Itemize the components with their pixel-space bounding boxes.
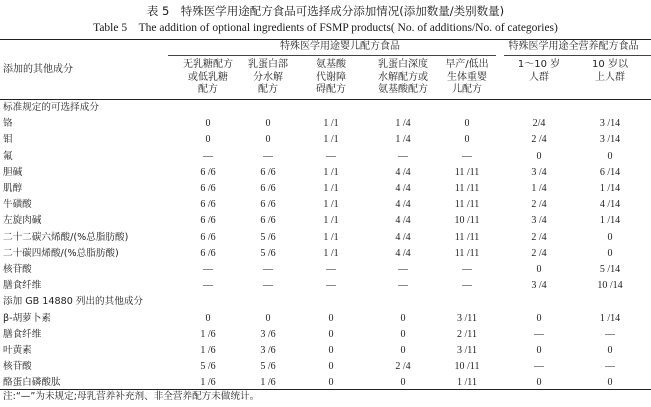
row-label: 二十碳四烯酸/(%总脂肪酸) [3,247,119,259]
table-cell: 0 [265,312,271,324]
row-label: 膳食纤维 [3,328,42,340]
row-label: 膳食纤维 [3,280,42,292]
table-cell: 6 /6 [200,231,216,243]
table-cell: 1 /6 [200,345,216,356]
table-cell: 4 /4 [395,231,411,243]
table-cell: 0 [328,361,334,373]
top-rule [0,39,651,40]
table-cell: 1 /4 [395,134,411,146]
table-cell: 1 /1 [323,166,339,178]
table-cell: 1 /1 [323,183,339,194]
table-cell: 3 /14 [599,134,621,146]
table-row [0,132,651,148]
column-header: 氨基酸 代谢障 碍配方 [316,59,346,95]
table-cell: 0 [265,118,271,130]
table-row [0,230,651,246]
table-cell: 1 /1 [323,231,339,243]
table-row [0,327,651,343]
table-cell: 3 /4 [531,166,547,178]
row-label: 铬 [3,118,13,130]
table-cell: 2/4 [532,118,546,130]
infant-group-underline [168,55,496,56]
table-cell: 1 /11 [457,377,477,389]
table-cell: 11 /11 [454,247,480,259]
table-cell: — [326,264,336,275]
table-cell: 6 /6 [200,166,216,178]
table-cell: 1 /1 [323,199,339,211]
table-cell: 3 /6 [260,345,276,356]
table-cell: 4 /4 [395,183,411,194]
table-cell: — [398,150,408,162]
table-cell: 1 /14 [599,312,621,324]
row-label: 钼 [3,134,13,146]
section-row [0,100,651,116]
row-label: 二十二碳六烯酸/(%总脂肪酸) [3,231,129,243]
table-cell: 0 [328,345,334,356]
table-cell: 2 /4 [531,199,547,211]
table-cell: 4 /4 [395,166,411,178]
table-row [0,181,651,197]
table-row [0,278,651,294]
table-cell: 2 /4 [531,134,547,146]
table-cell: 0 [536,264,542,275]
row-label: 核苷酸 [3,264,32,275]
table-cell: 1 /1 [323,215,339,227]
table-cell: 2 /11 [457,328,477,340]
row-label: 肌醇 [3,183,23,194]
table-cell: 1 /4 [531,183,547,194]
table-cell: — [462,150,472,162]
table-cell: 0 [328,328,334,340]
table-row [0,149,651,165]
table-cell: — [534,328,544,340]
full-group-underline [504,55,651,56]
table-cell: 1 /1 [323,118,339,130]
table-cell: 0 [607,150,613,162]
table-cell: 3 /6 [260,328,276,340]
table-cell: 11 /11 [454,199,480,211]
table-cell: 5 /14 [599,264,621,275]
table-title-english: Table 5 The addition of optional ingredients of FSMP products( No. of additions/No. of categories) [93,22,558,34]
table-cell: 0 [607,345,613,356]
table-row [0,343,651,359]
table-cell: 1 /4 [395,118,411,130]
table-cell: — [203,280,213,292]
table-cell: 5 /6 [260,361,276,373]
table-cell: 0 [328,312,334,324]
table-row [0,311,651,327]
table-cell: — [398,280,408,292]
table-cell: 10 /14 [597,280,623,292]
full-nutrition-group-header: 特殊医学用途全营养配方食品 [508,41,639,52]
table-cell: 6 /6 [200,247,216,259]
table-cell: — [326,280,336,292]
table-cell: 6 /6 [260,166,276,178]
table-cell: 0 [400,312,406,324]
table-cell: 11 /11 [454,166,480,178]
table-cell: 0 [536,312,542,324]
table-cell: 0 [464,134,470,146]
table-cell: 6 /6 [260,215,276,227]
table-cell: 4 /4 [395,215,411,227]
table-cell: 0 [536,345,542,356]
table-cell: 5 /6 [200,361,216,373]
row-label: 酪蛋白磷酸肽 [3,377,61,389]
table-cell: 1 /1 [323,134,339,146]
table-cell: 2 /4 [531,231,547,243]
table-cell: 6 /6 [260,183,276,194]
row-label: 核苷酸 [3,361,32,373]
table-cell: 0 [265,134,271,146]
table-cell: 0 [536,150,542,162]
table-cell: 0 [328,377,334,389]
table-cell: 3 /11 [457,345,477,356]
row-label: 左旋肉碱 [3,215,42,227]
table-cell: 0 [607,247,613,259]
table-cell: 1 /6 [260,377,276,389]
table-cell: 0 [205,118,211,130]
table-cell: 1 /6 [200,377,216,389]
table-cell: 6 /6 [200,199,216,211]
table-cell: 0 [536,377,542,389]
table-cell: 2 /4 [531,247,547,259]
table-cell: 3 /4 [531,280,547,292]
table-cell: 0 [205,312,211,324]
table-cell: 11 /11 [454,231,480,243]
table-cell: 0 [607,377,613,389]
section-row [0,294,651,310]
column-header: 1～10 岁 人群 [517,59,561,83]
row-label-header: 添加的其他成分 [3,64,73,75]
table-cell: — [462,264,472,275]
table-footnote: 注:“—”为未规定;母乳营养补充剂、非全营养配方未做统计。 [3,391,260,402]
table-cell: 6 /6 [200,215,216,227]
table-cell: 0 [205,134,211,146]
table-row [0,262,651,278]
column-header: 10 岁以 上人群 [592,59,628,83]
table-cell: — [605,361,615,373]
table-cell: — [326,150,336,162]
table-row [0,359,651,375]
row-label: 叶黄素 [3,345,32,356]
row-label: 氟 [3,150,13,162]
column-header: 乳蛋白深度 水解配方或 氨基酸配方 [378,59,428,95]
table-cell: 6 /6 [260,199,276,211]
table-cell: 10 /11 [454,361,480,373]
table-row [0,165,651,181]
column-header: 早产/低出 生体重婴 儿配方 [445,59,489,95]
table-cell: — [203,264,213,275]
table-cell: — [462,280,472,292]
table-row [0,116,651,132]
table-row [0,246,651,262]
table-cell: 6 /6 [200,183,216,194]
table-cell: — [605,328,615,340]
table-cell: — [263,280,273,292]
table-cell: 4 /4 [395,247,411,259]
table-cell: 2 /4 [395,361,411,373]
table-row [0,197,651,213]
table-cell: 4 /4 [395,199,411,211]
table-cell: — [263,150,273,162]
table-cell: — [534,361,544,373]
table-cell: 4 /14 [599,199,621,211]
column-header: 无乳糖配方 或低乳糖 配方 [183,59,233,95]
section-label: 添加 GB 14880 列出的其他成分 [3,296,144,308]
table-cell: 0 [400,345,406,356]
row-label: 胆碱 [3,166,23,178]
table-cell: 6 /14 [599,166,621,178]
table-cell: 10 /11 [454,215,480,227]
table-cell: 1 /14 [599,183,621,194]
table-cell: 0 [400,328,406,340]
table-cell: 1 /1 [323,247,339,259]
row-label: β-胡萝卜素 [3,312,51,324]
table-row [0,213,651,229]
row-label: 牛磺酸 [3,199,32,211]
table-cell: 11 /11 [454,183,480,194]
table-cell: 3 /11 [457,312,477,324]
table-cell: — [263,264,273,275]
table-cell: 0 [400,377,406,389]
table-cell: 3 /4 [531,215,547,227]
infant-group-header: 特殊医学用途婴儿配方食品 [280,41,400,52]
table-cell: 0 [607,231,613,243]
table-cell: 3 /14 [599,118,621,130]
table-cell: 1 /14 [599,215,621,227]
table-cell: 5 /6 [260,247,276,259]
table-cell: 0 [464,118,470,130]
table-cell: 5 /6 [260,231,276,243]
column-header: 乳蛋白部 分水解 配方 [248,59,288,95]
table-title-chinese: 表 5 特殊医学用途配方食品可选择成分添加情况(添加数量/类别数量) [146,4,505,18]
table-cell: — [203,150,213,162]
table-cell: — [398,264,408,275]
section-label: 标准规定的可选择成分 [3,102,99,113]
table-cell: 1 /6 [200,328,216,340]
